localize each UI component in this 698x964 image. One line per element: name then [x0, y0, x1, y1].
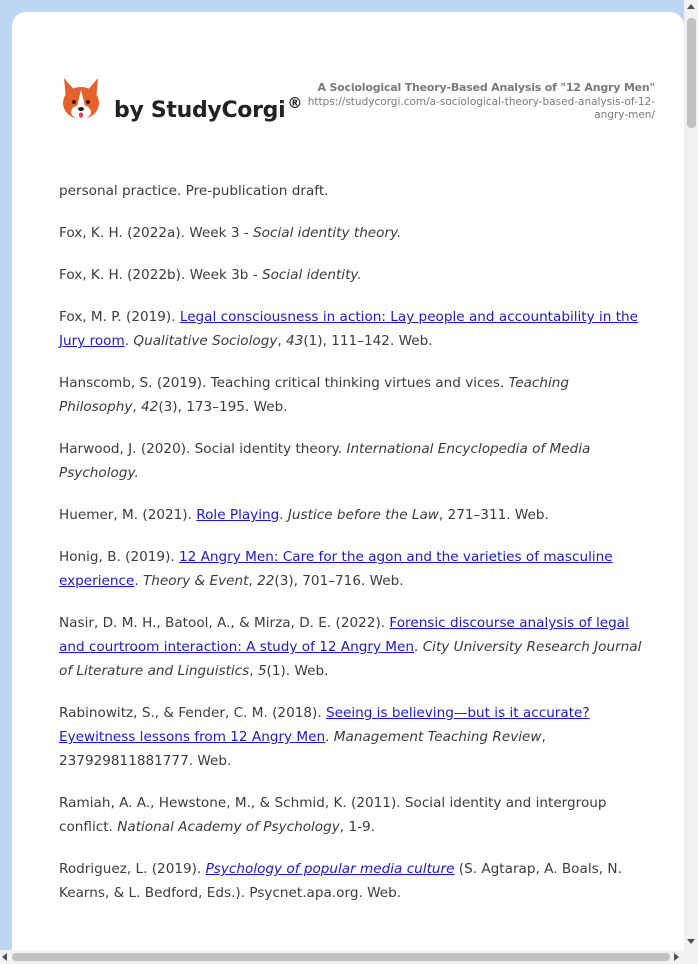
reference-entry [59, 437, 651, 485]
reference-text: , 237929811881777. Web. [59, 729, 546, 769]
reference-italic-text: 5 [257, 663, 267, 679]
reference-text: Fox, M. P. (2019). [59, 309, 180, 325]
reference-link[interactable]: Psychology of popular media culture [205, 861, 455, 877]
reference-link[interactable]: Forensic discourse analysis of legal and courtroom interaction: A study of 12 Angry Men [59, 615, 629, 655]
reference-italic-text: 43 [286, 333, 304, 349]
reference-text: personal practice. Pre-publication draft. [59, 183, 329, 199]
reference-italic-text: City University Research Journal of Literature and Linguistics [59, 639, 642, 679]
document-header [295, 80, 655, 122]
reference-text: , [277, 333, 287, 349]
reference-text: . [134, 573, 143, 589]
reference-text: Nasir, D. M. H., Batool, A., & Mirza, D. E. (2022). [59, 615, 390, 631]
reference-text: (3), 701–716. Web. [274, 573, 404, 589]
reference-text: . [414, 639, 423, 655]
reference-text: Harwood, J. (2020). Social identity theory. [59, 441, 347, 457]
reference-entry [59, 701, 651, 773]
reference-entry [59, 305, 651, 353]
reference-text: . [325, 729, 334, 745]
reference-entry [59, 791, 651, 839]
reference-italic-text: National Academy of Psychology [117, 819, 340, 835]
horizontal-scrollbar[interactable] [0, 950, 684, 964]
reference-text: Ramiah, A. A., Hewstone, M., & Schmid, K. (2011). Social identity and intergroup conflict. [59, 795, 607, 835]
reference-entry [59, 503, 651, 527]
reference-text: (3), 173–195. Web. [158, 399, 288, 415]
reference-italic-text: Teaching Philosophy [59, 375, 570, 415]
reference-link[interactable]: Legal consciousness in action: Lay people and accountability in the Jury room [59, 309, 639, 349]
reference-entry [59, 545, 651, 593]
document-url[interactable]: https://studycorgi.com/a-sociological-theory-based-analysis-of-12-angry-men/ [307, 96, 655, 121]
document-page [12, 12, 684, 964]
reference-text: , 271–311. Web. [438, 507, 549, 523]
reference-link[interactable]: Role Playing [196, 507, 280, 523]
scroll-right-icon[interactable] [674, 953, 679, 961]
reference-text: Fox, K. H. (2022b). Week 3b - [59, 267, 262, 283]
reference-entry [59, 371, 651, 419]
scroll-up-icon[interactable] [687, 4, 695, 9]
reference-link[interactable]: Seeing is believing—but is it accurate? Eyewitness lessons from 12 Angry Men [59, 705, 590, 745]
reference-text: (1). Web. [266, 663, 329, 679]
reference-text: (1), 111–142. Web. [303, 333, 433, 349]
reference-italic-text: Justice before the Law [287, 507, 439, 523]
reference-entry [59, 221, 651, 245]
reference-text: , [249, 663, 258, 679]
reference-italic-text: 22 [257, 573, 275, 589]
brand-name [114, 94, 303, 123]
reference-text: . [279, 507, 288, 523]
reference-text: , [132, 399, 142, 415]
scroll-left-icon[interactable] [2, 953, 7, 961]
reference-entry [59, 179, 651, 203]
studycorgi-logo[interactable] [60, 76, 310, 136]
reference-text: Rabinowitz, S., & Fender, C. M. (2018). [59, 705, 326, 721]
reference-italic-text: Social identity theory. [253, 225, 402, 241]
registered-mark: ® [287, 94, 303, 112]
reference-italic-text: Qualitative Sociology [133, 333, 278, 349]
reference-text: Honig, B. (2019). [59, 549, 180, 565]
scroll-down-icon[interactable] [687, 939, 695, 944]
reference-text: Fox, K. H. (2022a). Week 3 - [59, 225, 254, 241]
reference-text: , [248, 573, 258, 589]
reference-text: , 1-9. [339, 819, 375, 835]
reference-italic-text: Theory & Event [143, 573, 249, 589]
brand-text: by StudyCorgi [114, 98, 286, 123]
vertical-scroll-thumb[interactable] [687, 18, 696, 128]
reference-text: Hanscomb, S. (2019). Teaching critical thinking virtues and vices. [59, 375, 509, 391]
reference-entry [59, 263, 651, 287]
reference-entry [59, 611, 651, 683]
reference-italic-text: Social identity. [261, 267, 362, 283]
reference-text: Huemer, M. (2021). [59, 507, 197, 523]
horizontal-scroll-thumb[interactable] [12, 953, 670, 961]
reference-italic-text: Management Teaching Review [333, 729, 542, 745]
reference-text: . [124, 333, 134, 349]
reference-text: Rodriguez, L. (2019). [59, 861, 206, 877]
reference-entry [59, 857, 651, 905]
vertical-scrollbar[interactable] [684, 0, 698, 964]
reference-italic-text: 42 [141, 399, 159, 415]
corgi-icon [60, 76, 104, 122]
reference-text: (S. Agtarap, A. Boals, N. Kearns, & L. Bedford, Eds.). Psycnet.apa.org. Web. [59, 861, 622, 901]
references-list [59, 179, 651, 923]
reference-link[interactable]: 12 Angry Men: Care for the agon and the varieties of masculine experience [59, 549, 613, 589]
reference-italic-text: International Encyclopedia of Media Psychology. [59, 441, 591, 481]
document-title: A Sociological Theory-Based Analysis of "12 Angry Men" [317, 81, 655, 94]
